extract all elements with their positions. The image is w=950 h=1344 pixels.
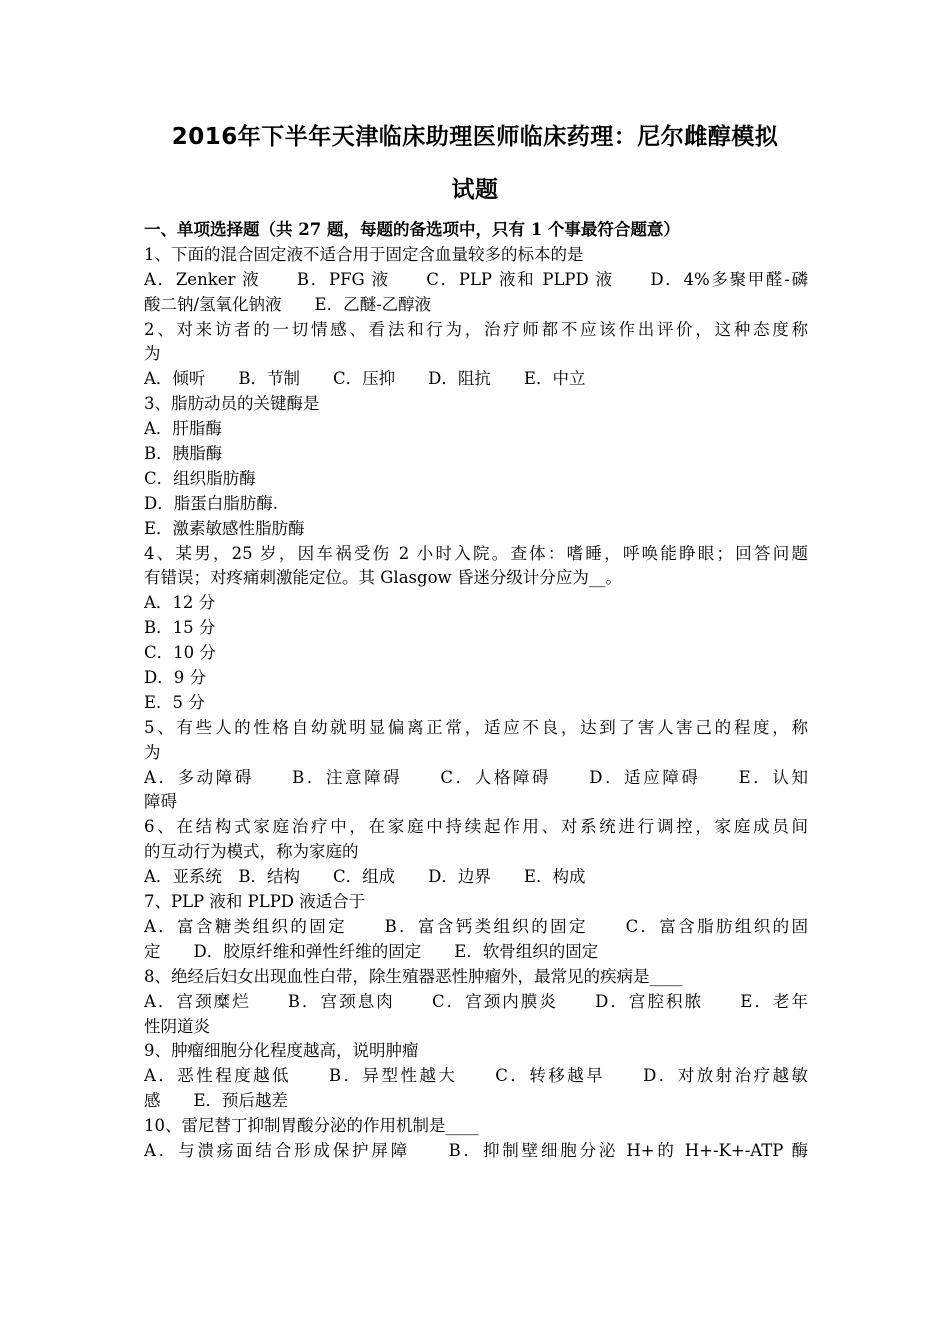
text-line: A．多动障碍 B．注意障碍 C．人格障碍 D．适应障碍 E．认知 [144,767,808,787]
text-line: 5、有些人的性格自幼就明显偏离正常，适应不良，达到了害人害己的程度，称 [144,717,808,737]
text-line: 1、下面的混合固定液不适合用于固定含血量较多的标本的是 [144,244,584,264]
text-line: A．倾听 B．节制 C．压抑 D．阻抗 E．中立 [144,369,586,389]
text-line: 有错误；对疼痛刺激能定位。其 Glasgow 昏迷分级计分应为__。 [144,568,622,588]
text-line: E．5 分 [144,692,205,712]
text-line: B．胰脂酶 [144,444,223,464]
text-line: D．9 分 [144,668,206,688]
text-line: A．亚系统 B．结构 C．组成 D．边界 E．构成 [144,867,586,887]
text-line: 为 [144,344,161,364]
text-line: E．激素敏感性脂肪酶 [144,518,305,538]
section-header: 一、单项选择题（共 27 题，每题的备选项中，只有 1 个事最符合题意） [144,220,680,239]
text-line: A．宫颈糜烂 B．宫颈息肉 C．宫颈内膜炎 D．宫腔积脓 E．老年 [144,991,808,1011]
text-line: B．15 分 [144,618,216,638]
text-line: 4、某男，25 岁，因车祸受伤 2 小时入院。查体：嗜睡，呼唤能睁眼；回答问题 [144,543,808,563]
text-line: A．恶性程度越低 B．异型性越大 C．转移越早 D．对放射治疗越敏 [144,1066,808,1086]
text-line: 2、对来访者的一切情感、看法和行为，治疗师都不应该作出评价，这种态度称 [144,319,808,339]
text-line: A．与溃疡面结合形成保护屏障 B．抑制壁细胞分泌 H+的 H+-K+-ATP 酶 [144,1140,808,1160]
text-line: 6、在结构式家庭治疗中，在家庭中持续起作用、对系统进行调控，家庭成员间 [144,817,808,837]
text-line: 为 [144,742,161,762]
text-line: 性阴道炎 [144,1016,210,1036]
text-line: 3、脂肪动员的关键酶是 [144,394,320,414]
text-line: 8、绝经后妇女出现血性白带，除生殖器恶性肿瘤外，最常见的疾病是____ [144,966,683,986]
text-line: 定 D．胶原纤维和弹性纤维的固定 E．软骨组织的固定 [144,941,599,961]
text-line: 的互动行为模式，称为家庭的 [144,842,359,862]
document-title-line-1: 2016年下半年天津临床助理医师临床药理：尼尔雌醇模拟 [171,124,779,150]
text-line: 酸二钠/氢氧化钠液 E．乙醚-乙醇液 [144,294,432,314]
text-line: C．10 分 [144,643,216,663]
text-line: 感 E．预后越差 [144,1091,289,1111]
text-line: A．Zenker 液 B．PFG 液 C．PLP 液和 PLPD 液 D．4%多聚甲醛-磷 [144,269,808,289]
text-line: 9、肿瘤细胞分化程度越高，说明肿瘤 [144,1041,419,1061]
text-line: D．脂蛋白脂肪酶. [144,493,278,513]
question-body [144,218,808,1164]
text-line: A．12 分 [144,593,216,613]
text-line: 10、雷尼替丁抑制胃酸分泌的作用机制是____ [144,1116,479,1136]
text-line: A．肝脂酶 [144,419,222,439]
text-line: 障碍 [144,792,177,812]
text-line: C．组织脂肪酶 [144,468,256,488]
document-title-line-2: 试题 [451,177,499,203]
text-line: A．富含糖类组织的固定 B．富含钙类组织的固定 C．富含脂肪组织的固 [144,916,808,936]
text-line: 7、PLP 液和 PLPD 液适合于 [144,892,366,912]
